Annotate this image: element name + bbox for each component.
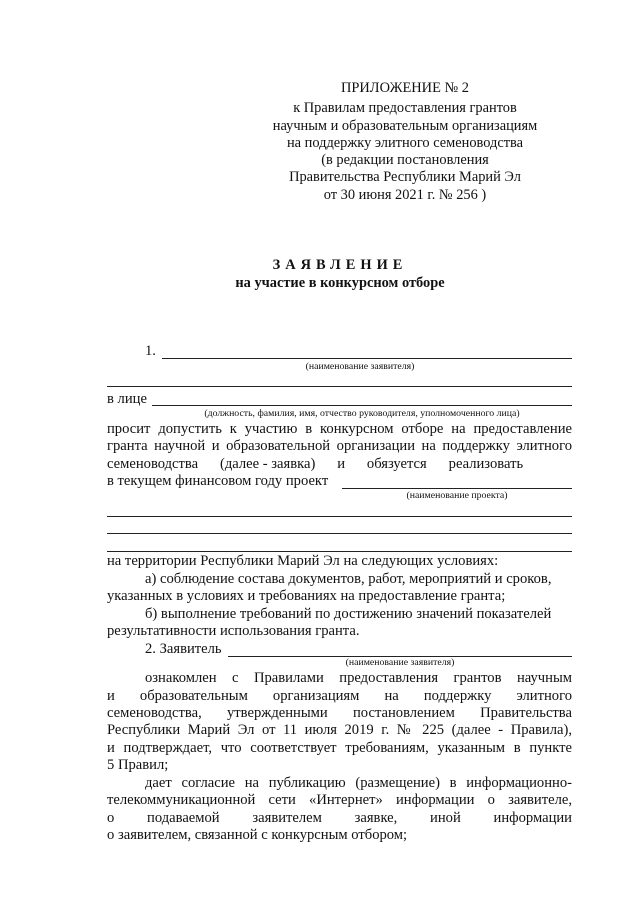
condition-b-continued: результативности использования гранта. <box>107 623 360 639</box>
applicant-name-field-continued[interactable] <box>107 386 572 387</box>
paragraph-line: Республики Марий Эл от 11 июля 2019 г. № 225 (далее - Правила), <box>107 722 572 738</box>
field-caption: (наименование заявителя) <box>345 657 455 668</box>
document-subtitle: на участие в конкурсном отборе <box>235 275 445 291</box>
consent-line: телекоммуникационной сети «Интернет» информации о заявителе, <box>107 792 572 808</box>
project-name-field-continued[interactable] <box>107 516 572 517</box>
header-line: научным и образовательным организациям <box>272 118 538 134</box>
consent-line: о заявителем, связанной с конкурсным отбором; <box>107 827 408 843</box>
project-name-field-continued[interactable] <box>107 533 572 534</box>
paragraph-line: и образовательным организациям на поддержку элитного <box>107 688 572 704</box>
paragraph-line: в текущем финансовом году проект <box>107 473 329 489</box>
section-number: 1. <box>145 343 156 359</box>
project-name-field[interactable] <box>342 488 572 489</box>
header-line: (в редакции постановления <box>321 152 489 168</box>
header-line: к Правилам предоставления грантов <box>293 100 517 116</box>
field-caption: (наименование заявителя) <box>305 361 415 372</box>
appendix-number: ПРИЛОЖЕНИЕ № 2 <box>341 80 469 96</box>
paragraph-line: просит допустить к участию в конкурсном отборе на предоставление <box>107 421 572 437</box>
header-line: Правительства Республики Марий Эл <box>289 169 521 185</box>
paragraph-line: 5 Правил; <box>107 757 169 773</box>
project-name-field-continued[interactable] <box>107 551 572 552</box>
field-caption: (должность, фамилия, имя, отчество руководителя, уполномоченного лица) <box>204 408 520 419</box>
consent-line: дает согласие на публикацию (размещение) в информационно- <box>145 775 572 791</box>
paragraph-line: гранта научной и образовательной организации на поддержку элитного <box>107 438 572 454</box>
representative-field[interactable] <box>152 405 572 406</box>
header-date-line: от 30 июня 2021 г. № 256 ) <box>323 187 487 203</box>
document-title: ЗАЯВЛЕНИЕ <box>272 257 408 273</box>
paragraph-line: и подтверждает, что соответствует требованиям, указанным в пункте <box>107 740 572 756</box>
paragraph-line: ознакомлен с Правилами предоставления грантов научным <box>145 670 572 686</box>
consent-line: о подаваемой заявителем заявке, иной информации <box>107 810 572 826</box>
condition-a: а) соблюдение состава документов, работ, мероприятий и сроков, <box>145 571 552 587</box>
in-person-label: в лице <box>107 391 147 407</box>
field-caption: (наименование проекта) <box>406 490 508 501</box>
condition-a-continued: указанных в условиях и требованиях на предоставление гранта; <box>107 588 506 604</box>
applicant-name-field[interactable] <box>162 358 572 359</box>
section2-applicant-label: 2. Заявитель <box>145 641 222 657</box>
condition-b: б) выполнение требований по достижению значений показателей <box>145 606 552 622</box>
paragraph-line: семеноводства, утвержденными постановлением Правительства <box>107 705 572 721</box>
header-line: на поддержку элитного семеноводства <box>286 135 524 151</box>
paragraph-line: семеноводства (далее - заявка) и обязуется реализовать <box>107 456 524 472</box>
paragraph-line: на территории Республики Марий Эл на следующих условиях: <box>107 553 499 569</box>
